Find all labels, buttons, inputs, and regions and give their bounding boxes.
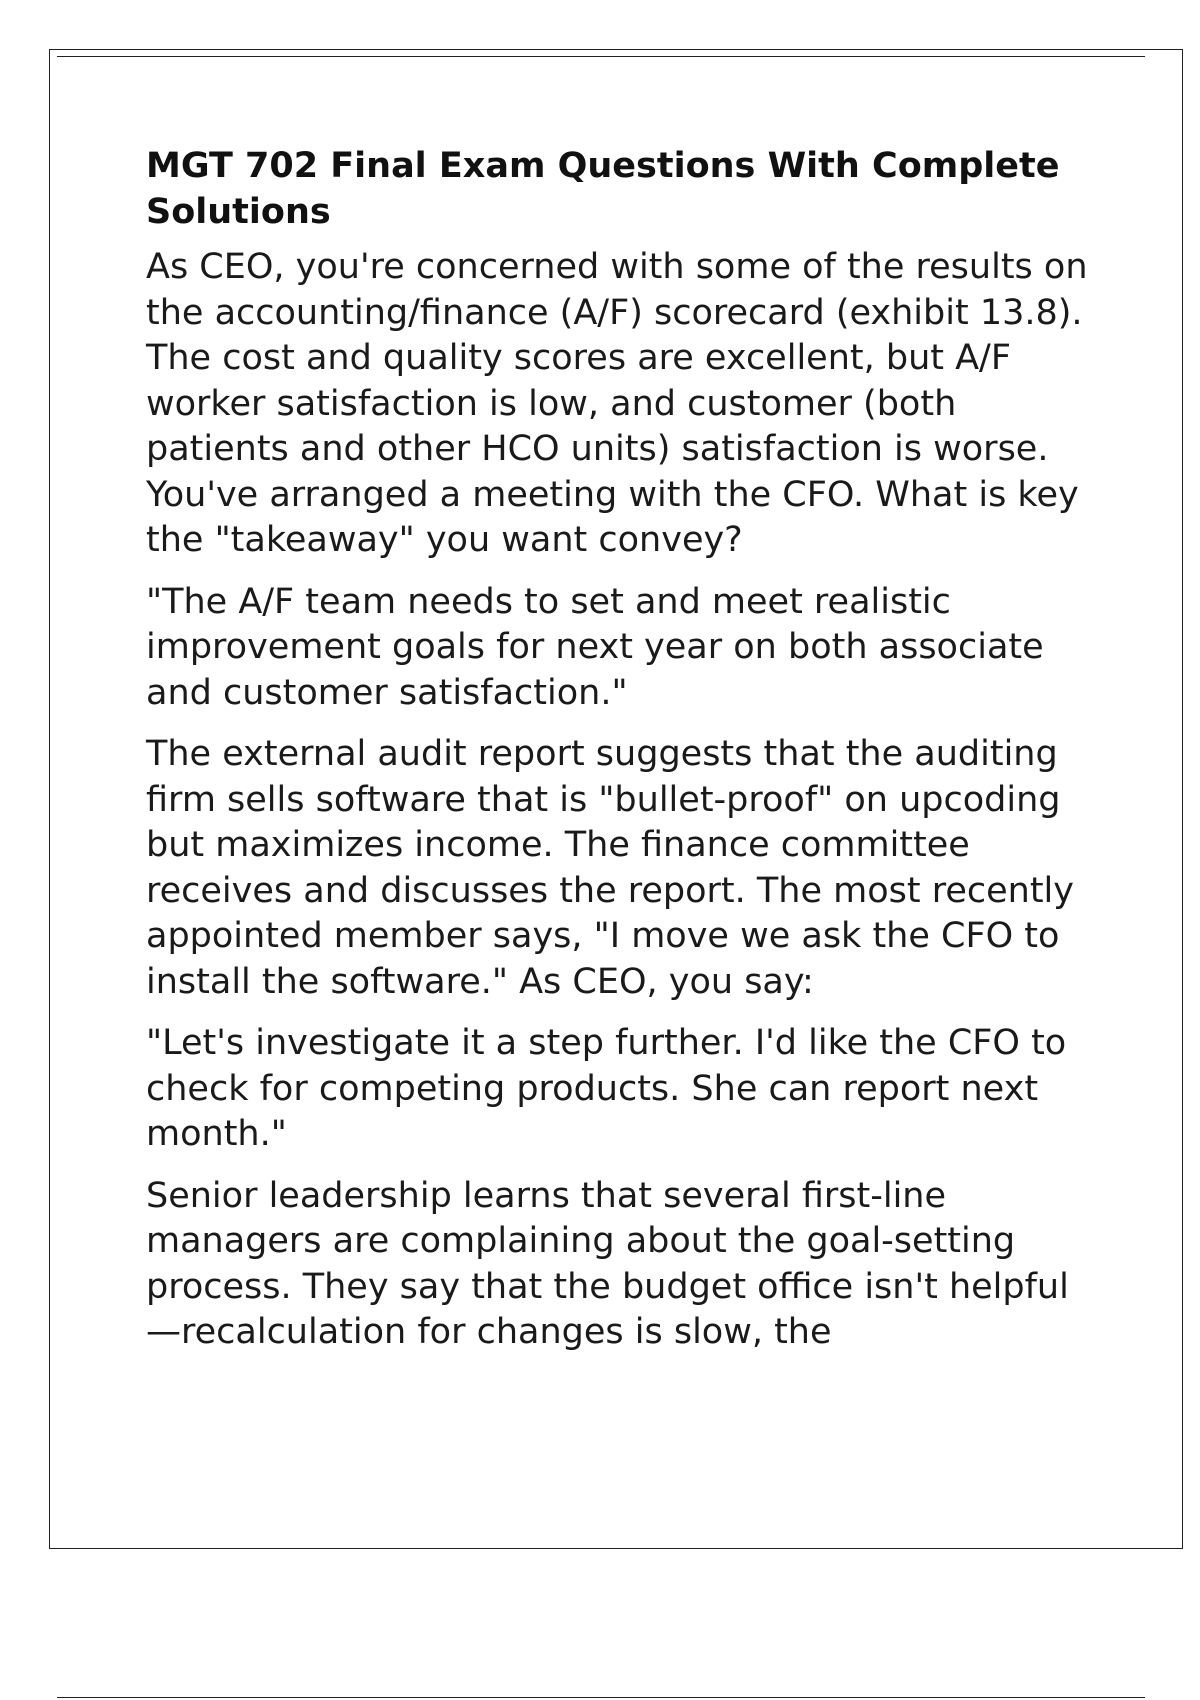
document-body — [146, 143, 1096, 1372]
answer-1: "The A/F team needs to set and meet realistic improvement goals for next year on both associate and customer satisfaction." — [146, 581, 1044, 713]
question-1: As CEO, you're concerned with some of the results on the accounting/finance (A/F) scorecard (exhibit 13.8). The cost and quality scores are excellent, but A/F worker satisfaction is low, and customer (both patients and other HCO units) satisfaction is worse. You've arranged a meeting with the CFO. What is key the "takeaway" you want convey? — [146, 247, 1088, 560]
question-2: The external audit report suggests that the auditing firm sells software that is "bullet-proof" on upcoding but maximizes income. The finance committee receives and discusses the report. The most recently appointed member says, "I move we ask the CFO to install the software." As CEO, you say: — [146, 734, 1074, 1002]
question-3: Senior leadership learns that several first-line managers are complaining about the goal-setting process. They say that the budget office isn't helpful—recalculation for changes is slow, the — [146, 1175, 1069, 1352]
top-rule — [57, 56, 1145, 57]
bottom-rule — [57, 1697, 1145, 1698]
answer-2: "Let's investigate it a step further. I'd like the CFO to check for competing products. She can report next month." — [146, 1023, 1067, 1154]
document-title: MGT 702 Final Exam Questions With Complete Solutions — [146, 146, 1060, 232]
